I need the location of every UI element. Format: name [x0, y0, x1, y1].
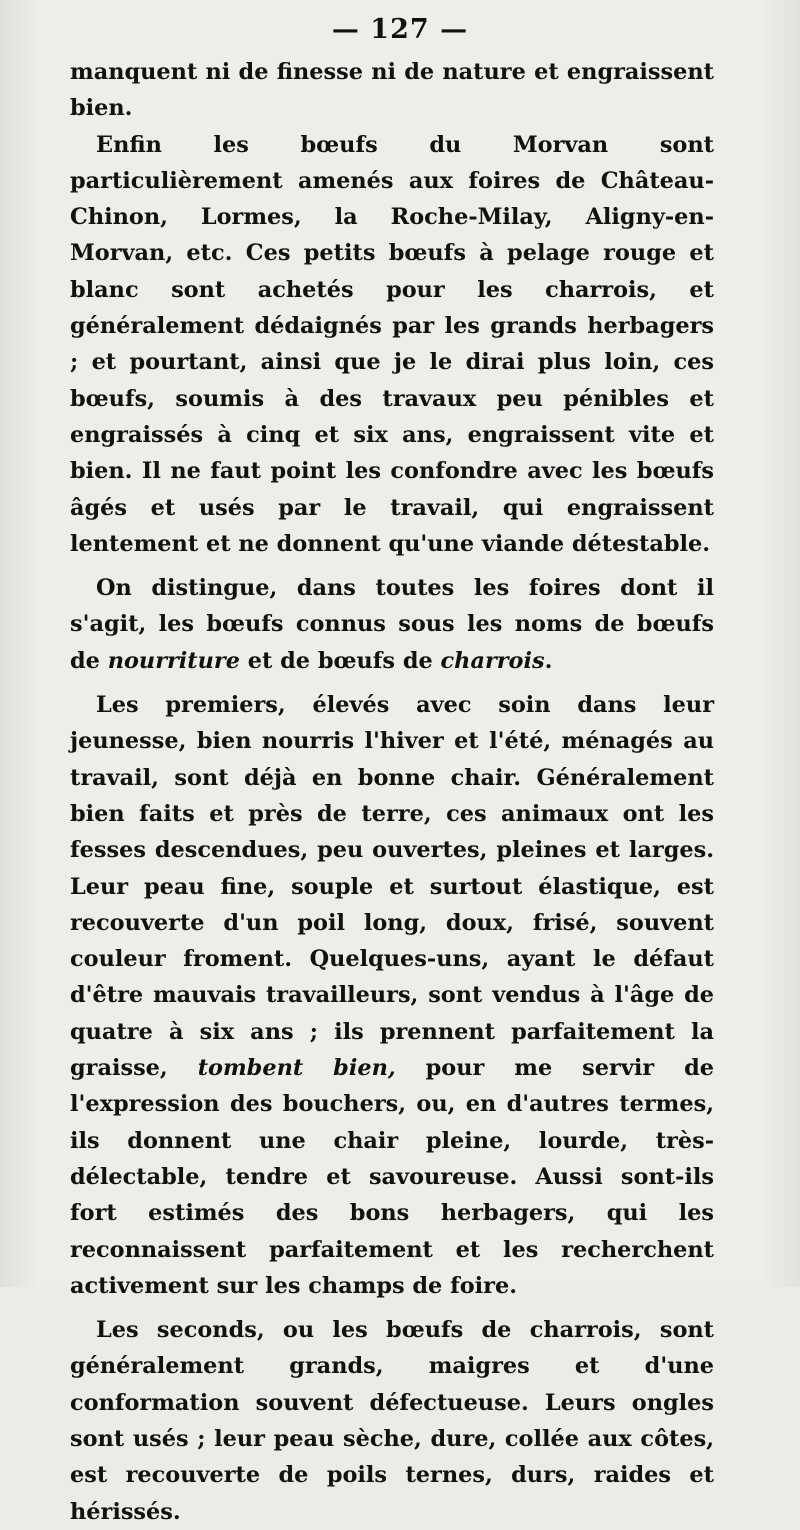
paragraph-distinction: [70, 570, 714, 679]
text-run: Les premiers, élevés avec soin dans leur jeunesse, bien nourris l'hiver et l'été, ménagés au travail, sont déjà en bonne chair. Généralement bien faits et près de terre, ces animaux ont les fesses descendues, peu ouvertes, pleines et larges. Leur peau fine, souple et surtout élastique, est recouverte d'un poil long, doux, frisé, souvent couleur froment. Quelques-uns, ayant le défaut d'être mauvais travailleurs, sont vendus à l'âge de quatre à six ans ; ils prennent parfaitement la graisse,: [70, 692, 714, 1082]
italic-term-charrois: charrois: [440, 647, 545, 674]
paragraph-premiers: [70, 687, 714, 1304]
paragraph-seconds: [70, 1312, 714, 1530]
body-text: [70, 54, 714, 1530]
text-run: Les seconds, ou les bœufs de charrois, sont généralement grands, maigres et d'une conformation souvent défectueuse. Leurs ongles sont usés ; leur peau sèche, dure, collée aux côtes, est recouverte de poils ternes, durs, raides et hérissés.: [70, 1317, 714, 1525]
page-number: — 127 —: [331, 14, 469, 45]
text-run: On distingue, dans toutes les foires dont il s'agit, les bœufs connus sous les noms de bœufs de: [70, 575, 714, 674]
text-run: Enfin les bœufs du Morvan sont particulièrement amenés aux foires de Château-Chinon, Lormes, la Roche-Milay, Aligny-en-Morvan, etc. Ces petits bœufs à pelage rouge et blanc sont achetés pour les charrois, et généralement dédaignés par les grands herbagers ; et pourtant, ainsi que je le dirai plus loin, ces bœufs, soumis à des travaux peu pénibles et engraissés à cinq et six ans, engraissent vite et bien. Il ne faut point les confondre avec les bœufs âgés et usés par le travail, qui engraissent lentement et ne donnent qu'une viande détestable.: [70, 131, 714, 557]
text-run: .: [544, 647, 553, 674]
text-run: pour me servir de l'expression des bouchers, ou, en d'autres termes, ils donnent une chair pleine, lourde, très-délectable, tendre et savoureuse. Aussi sont-ils fort estimés des bons herbagers, qui les reconnaissent parfaitement et les recherchent activement sur les champs de foire.: [70, 1055, 715, 1299]
text-run: et de bœufs de: [239, 647, 441, 674]
text-run: manquent ni de finesse ni de nature et engraissent bien.: [70, 59, 714, 122]
italic-phrase-tombent-bien: tombent bien,: [197, 1055, 396, 1082]
paragraph-continuation: [70, 54, 714, 127]
paragraph-morvan: [70, 127, 714, 563]
italic-term-nourriture: nourriture: [107, 647, 240, 674]
